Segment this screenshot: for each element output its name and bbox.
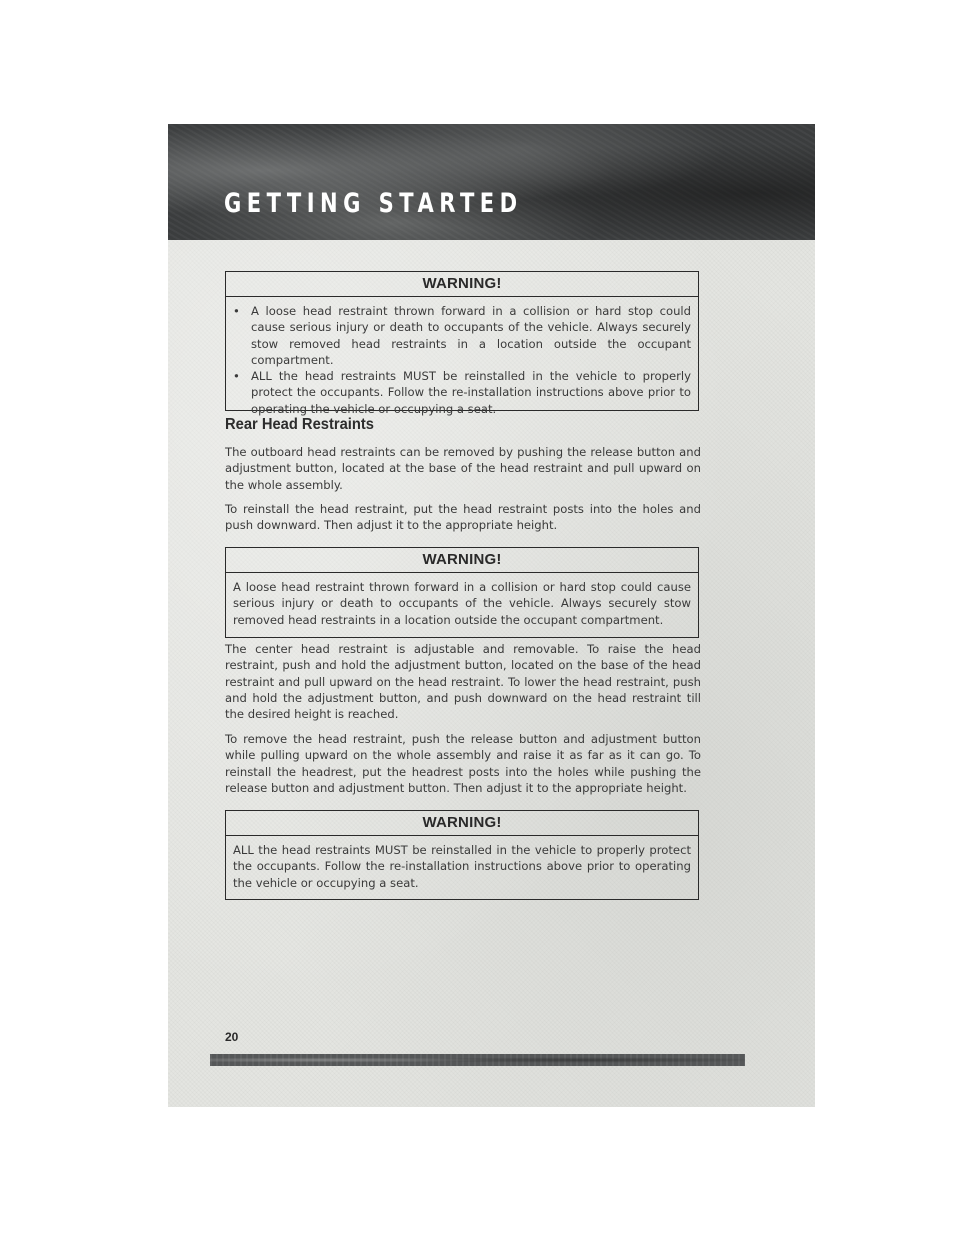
warning-bullet-text: ALL the head restraints MUST be reinstalled in the vehicle to properly protect the occupants. Follow the re-installation instructions above prior to operating the vehicle or occupying a seat. <box>251 369 691 416</box>
warning-bullet-list <box>233 303 691 417</box>
warning-bullet-item <box>233 368 691 417</box>
warning-title: WARNING! <box>226 811 698 836</box>
warning-title: WARNING! <box>226 548 698 573</box>
bullet-icon: • <box>233 304 240 318</box>
warning-title: WARNING! <box>226 272 698 297</box>
warning-box-1 <box>225 271 699 416</box>
warning-box-3 <box>225 810 699 900</box>
section-heading: Rear Head Restraints <box>225 416 374 433</box>
warning-box-2 <box>225 547 699 638</box>
warning-body: A loose head restraint thrown forward in a collision or hard stop could cause serious injury or death to occupants of the vehicle. Always securely stow removed head restraints in a location outside the occupant compartment. <box>233 580 691 627</box>
body-paragraph: The outboard head restraints can be removed by pushing the release button and adjustment button, located at the base of the head restraint and pull upward on the whole assembly. <box>225 445 701 492</box>
manual-page <box>168 124 815 1107</box>
body-paragraph: To reinstall the head restraint, put the head restraint posts into the holes and push downward. Then adjust it to the appropriate height. <box>225 502 701 533</box>
chapter-title: GETTING STARTED <box>224 188 523 219</box>
body-paragraph: The center head restraint is adjustable and removable. To raise the head restraint, push and hold the adjustment button, located on the base of the head restraint and pull upward on the head restraint. To lower the head restraint, push and hold the adjustment button, and push downward on the head restraint till the desired height is reached. <box>225 642 701 722</box>
warning-bullet-text: A loose head restraint thrown forward in a collision or hard stop could cause serious injury or death to occupants of the vehicle. Always securely stow removed head restraints in a location outside the occupant compartment. <box>251 304 691 367</box>
page-number: 20 <box>225 1030 239 1044</box>
warning-bullet-item <box>233 303 691 368</box>
footer-band <box>210 1054 745 1066</box>
warning-body: ALL the head restraints MUST be reinstalled in the vehicle to properly protect the occupants. Follow the re-installation instructions above prior to operating the vehicle or occupying a seat. <box>233 843 691 890</box>
body-paragraph: To remove the head restraint, push the release button and adjustment button while pulling upward on the whole assembly and raise it as far as it can go. To reinstall the headrest, put the headrest posts into the holes while pushing the release button and adjustment button. Then adjust it to the appropriate height. <box>225 732 701 795</box>
warning-body <box>226 297 698 423</box>
header-band <box>168 124 815 240</box>
bullet-icon: • <box>233 369 240 384</box>
